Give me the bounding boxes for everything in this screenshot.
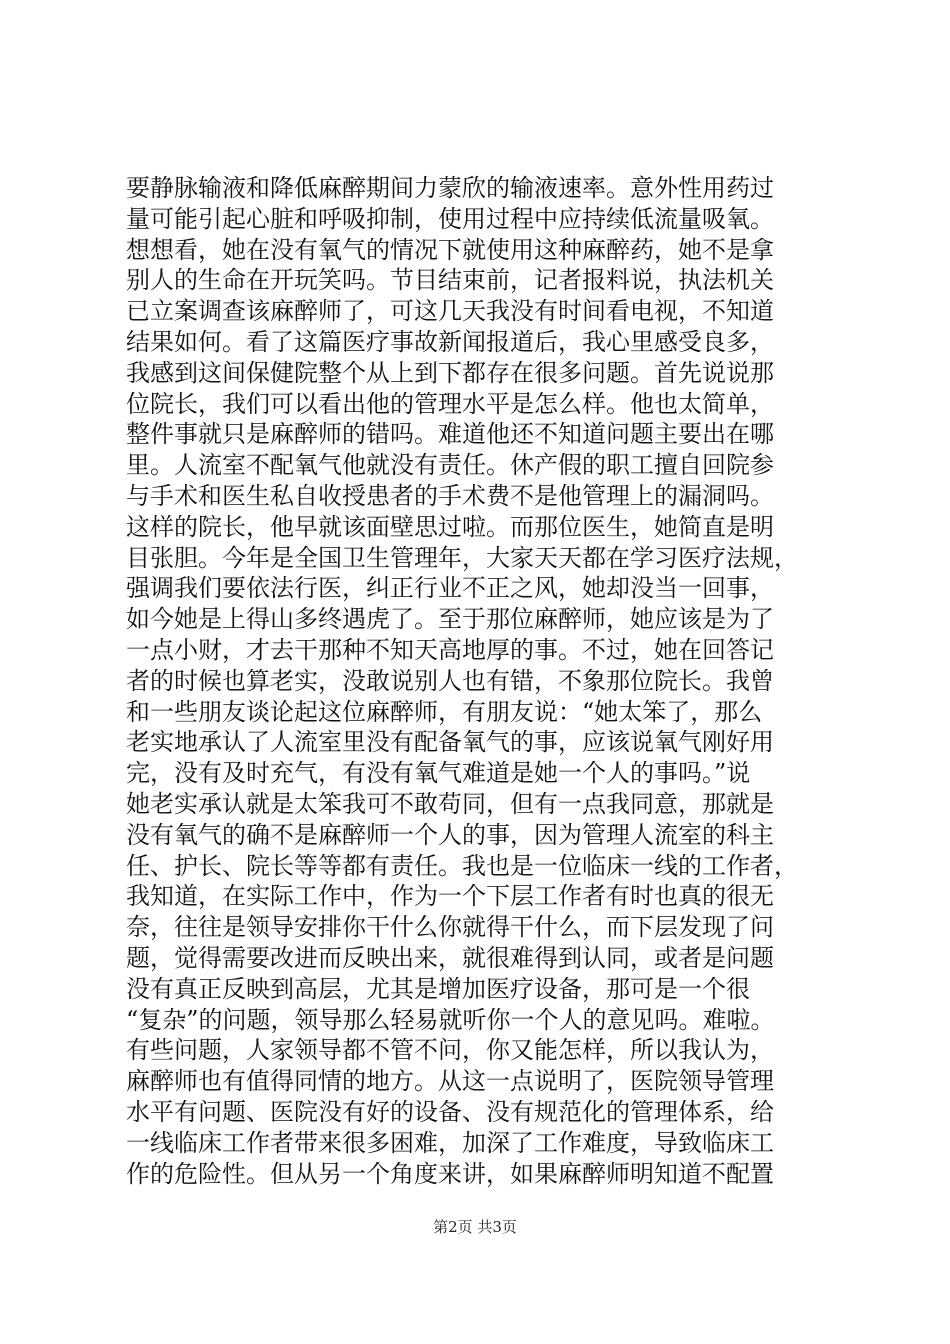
text-line: 整件事就只是麻醉师的错吗。难道他还不知道问题主要出在哪 bbox=[126, 420, 774, 449]
text-line: 强调我们要依法行医，纠正行业不正之风，她却没当一回事， bbox=[126, 574, 774, 603]
text-line: 没有真正反映到高层，尤其是增加医疗设备，那可是一个很 bbox=[126, 974, 750, 1003]
text-line: 我知道，在实际工作中，作为一个下层工作者有时也真的很无 bbox=[126, 882, 774, 911]
text-line: 想想看，她在没有氧气的情况下就使用这种麻醉药，她不是拿 bbox=[126, 235, 774, 264]
text-line: 如今她是上得山多终遇虎了。至于那位麻醉师，她应该是为了 bbox=[126, 605, 774, 634]
text-line: 一点小财，才去干那种不知天高地厚的事。不过，她在回答记 bbox=[126, 635, 774, 664]
text-line: 我感到这间保健院整个从上到下都存在很多问题。首先说说那 bbox=[126, 358, 774, 387]
text-line: 量可能引起心脏和呼吸抑制，使用过程中应持续低流量吸氧。 bbox=[126, 204, 774, 233]
text-line: 要静脉输液和降低麻醉期间力蒙欣的输液速率。意外性用药过 bbox=[126, 174, 774, 202]
text-line: 水平有问题、医院没有好的设备、没有规范化的管理体系，给 bbox=[126, 1097, 774, 1126]
text-line: 里。人流室不配氧气他就没有责任。休产假的职工擅自回院参 bbox=[126, 451, 774, 480]
text-line: 一线临床工作者带来很多困难，加深了工作难度，导致临床工 bbox=[126, 1128, 774, 1157]
text-line: “复杂”的问题，领导那么轻易就听你一个人的意见吗。难啦。 bbox=[126, 1005, 775, 1034]
text-line: 完，没有及时充气，有没有氧气难道是她一个人的事吗。”说 bbox=[126, 759, 751, 788]
text-line: 结果如何。看了这篇医疗事故新闻报道后，我心里感受良多， bbox=[126, 327, 774, 356]
text-line: 位院长，我们可以看出他的管理水平是怎么样。他也太简单， bbox=[126, 389, 774, 418]
text-line: 她老实承认就是太笨我可不敢苟同，但有一点我同意，那就是 bbox=[126, 789, 774, 818]
text-line: 有些问题，人家领导都不管不问，你又能怎样，所以我认为， bbox=[126, 1036, 774, 1065]
text-line: 奈，往往是领导安排你干什么你就得干什么，而下层发现了问 bbox=[126, 913, 774, 942]
body-text bbox=[126, 173, 846, 1189]
text-line: 作的危险性。但从另一个角度来讲，如果麻醉师明知道不配置 bbox=[126, 1159, 774, 1188]
text-line: 老实地承认了人流室里没有配备氧气的事，应该说氧气刚好用 bbox=[126, 728, 774, 757]
text-line: 与手术和医生私自收授患者的手术费不是他管理上的漏洞吗。 bbox=[126, 481, 774, 510]
text-line: 没有氧气的确不是麻醉师一个人的事，因为管理人流室的科主 bbox=[126, 820, 774, 849]
text-line: 和一些朋友谈论起这位麻醉师，有朋友说：“她太笨了，那么 bbox=[126, 697, 763, 726]
text-line: 题，觉得需要改进而反映出来，就很难得到认同，或者是问题 bbox=[126, 943, 774, 972]
page-footer: 第2页 共3页 bbox=[433, 1218, 517, 1236]
text-line: 已立案调查该麻醉师了，可这几天我没有时间看电视，不知道 bbox=[126, 297, 774, 326]
text-line: 别人的生命在开玩笑吗。节目结束前，记者报料说，执法机关 bbox=[126, 266, 774, 295]
text-line: 这样的院长，他早就该面壁思过啦。而那位医生，她简直是明 bbox=[126, 512, 774, 541]
text-line: 者的时候也算老实，没敢说别人也有错，不象那位院长。我曾 bbox=[126, 666, 774, 695]
text-line: 任、护长、院长等等都有责任。我也是一位临床一线的工作者， bbox=[126, 851, 798, 880]
text-line: 目张胆。今年是全国卫生管理年，大家天天都在学习医疗法规， bbox=[126, 543, 798, 572]
text-line: 麻醉师也有值得同情的地方。从这一点说明了，医院领导管理 bbox=[126, 1067, 774, 1096]
